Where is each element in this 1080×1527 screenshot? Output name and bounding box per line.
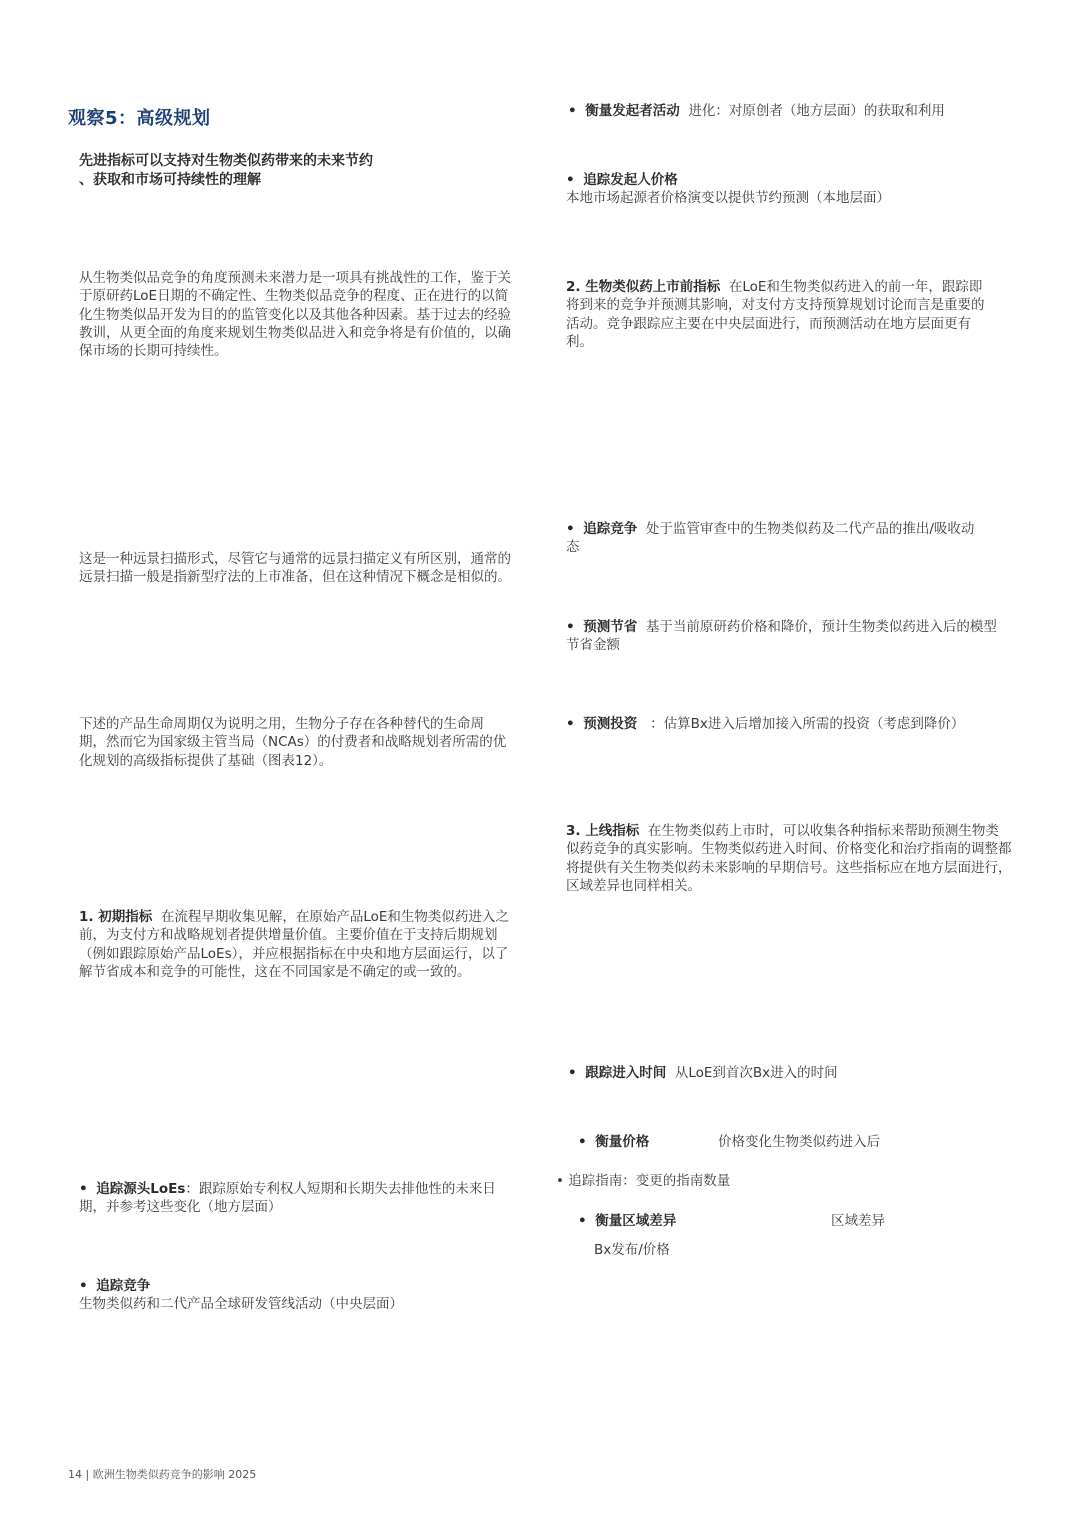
section-heading: 2. 生物类似药上市前指标 xyxy=(566,279,721,295)
bullet-track-competition-review xyxy=(566,520,986,557)
left-paragraph-1: 从生物类似品竞争的角度预测未来潜力是一项具有挑战性的工作，鉴于关于原研药LoE日期的不确定性、生物类似品竞争的程度、正在进行的以简化生物类似品开发为目的的监管变化以及其他各种因素。基于过去的经验教训，从更全面的角度来规划生物类似品进入和竞争将是有价值的，以确保市场的长期可持续性。 xyxy=(79,270,511,360)
bullet-icon: • xyxy=(578,1213,587,1229)
bullet-track-entry-time xyxy=(568,1064,1008,1082)
bullet-icon: • xyxy=(79,1278,88,1294)
bullet-heading: 追踪发起人价格 xyxy=(583,172,678,188)
bullet-icon: • xyxy=(566,521,575,537)
bullet-body: 进化：对原创者（地方层面）的获取和利用 xyxy=(688,103,945,119)
bullet-body: ：跟踪原始专利权人短期和长期失去排他性的未来日期，并参考这些变化（地方层面） xyxy=(79,1181,496,1216)
bullet-body: 本地市场起源者价格演变以提供节约预测（本地层面） xyxy=(566,190,890,207)
bullet-body: 基于当前原研药价格和降价，预计生物类似药进入后的模型节省金额 xyxy=(566,619,997,654)
bullet-body: 从LoE到首次Bx进入的时间 xyxy=(674,1065,838,1081)
bullet-icon: • xyxy=(566,172,575,188)
left-paragraph-3: 下述的产品生命周期仅为说明之用，生物分子存在各种替代的生命周期，然而它为国家级主管当局（NCAs）的付费者和战略规划者所需的优化规划的高级指标提供了基础（图表12）。 xyxy=(79,716,507,769)
bullet-measure-price-body: 价格变化生物类似药进入后 xyxy=(718,1134,880,1150)
bullet-heading: 追踪竞争 xyxy=(583,521,638,537)
bullet-body: 生物类似药和二代产品全球研发管线活动（中央层面） xyxy=(79,1296,403,1313)
subtitle xyxy=(79,152,519,190)
bullet-heading: 预测节省 xyxy=(583,619,638,635)
bullet-body: ：估算Bx进入后增加接入所需的投资（考虑到降价） xyxy=(650,716,965,732)
section-body: 在生物类似药上市时，可以收集各种指标来帮助预测生物类似药竞争的真实影响。生物类似药进入时间、价格变化和治疗指南的调整都将提供有关生物类似药未来影响的早期信号。这些指标应在地方层面进行，区域差异也同样相关。 xyxy=(566,823,1012,894)
bullet-track-guidelines: • 追踪指南：变更的指南数量 xyxy=(556,1173,731,1189)
bullet-measure-regional-diff-body: 区域差异 xyxy=(831,1213,885,1229)
section-pre-launch-indicators xyxy=(566,278,994,351)
section-body: 在LoE和生物类似药进入的前一年，跟踪即将到来的竞争并预测其影响，对支付方支持预算规划讨论而言是重要的活动。竞争跟踪应主要在中央层面进行，而预测活动在地方层面更有利。 xyxy=(566,279,985,350)
bullet-icon: • xyxy=(79,1181,88,1197)
subtitle-line-2: 、获取和市场可持续性的理解 xyxy=(79,172,261,188)
bullet-heading: 衡量区域差异 xyxy=(595,1213,677,1229)
bullet-icon: • xyxy=(578,1134,587,1150)
section-heading: 3. 上线指标 xyxy=(566,823,640,839)
bullet-body: 处于监管审查中的生物类似药及二代产品的推出/吸收动态 xyxy=(566,521,975,556)
page-footer: 14 | 欧洲生物类似药竞争的影响 2025 xyxy=(68,1468,257,1481)
bullet-track-competition-pipeline xyxy=(79,1277,479,1314)
bullet-measure-regional-diff-line2: Bx发布/价格 xyxy=(594,1242,670,1258)
bullet-measure-regional-diff xyxy=(578,1212,818,1230)
subtitle-line-1: 先进指标可以支持对生物类似药带来的未来节约 xyxy=(79,153,373,169)
section-launch-indicators xyxy=(566,822,1012,895)
section-body: 在流程早期收集见解，在原始产品LoE和生物类似药进入之前，为支付方和战略规划者提供增量价值。主要价值在于支持后期规划（例如跟踪原始产品LoEs），并应根据指标在中央和地方层面运行，以了解节省成本和竞争的可能性，这在不同国家是不确定的或一致的。 xyxy=(79,909,509,980)
bullet-heading: 衡量价格 xyxy=(595,1134,650,1150)
bullet-heading: 跟踪进入时间 xyxy=(585,1065,667,1081)
bullet-track-originator-price xyxy=(566,171,1006,208)
bullet-heading: 追踪竞争 xyxy=(96,1278,151,1294)
bullet-icon: • xyxy=(566,716,575,732)
bullet-heading: 衡量发起者活动 xyxy=(585,103,680,119)
bullet-icon: • xyxy=(568,1065,577,1081)
bullet-forecast-investment xyxy=(566,715,1010,733)
section-initial-indicators xyxy=(79,908,521,981)
bullet-icon: • xyxy=(568,103,577,119)
bullet-forecast-savings xyxy=(566,618,1010,655)
bullet-heading: 追踪源头LoEs xyxy=(96,1181,186,1197)
bullet-track-source-loes xyxy=(79,1180,509,1217)
bullet-heading: 预测投资 xyxy=(583,716,638,732)
left-paragraph-2: 这是一种远景扫描形式，尽管它与通常的远景扫描定义有所区别，通常的远景扫描一般是指新型疗法的上市准备，但在这种情况下概念是相似的。 xyxy=(79,551,511,586)
page-title: 观察5：高级规划 xyxy=(68,108,211,129)
bullet-icon: • xyxy=(566,619,575,635)
bullet-measure-originator-activity xyxy=(568,102,1018,120)
section-heading: 1. 初期指标 xyxy=(79,909,153,925)
